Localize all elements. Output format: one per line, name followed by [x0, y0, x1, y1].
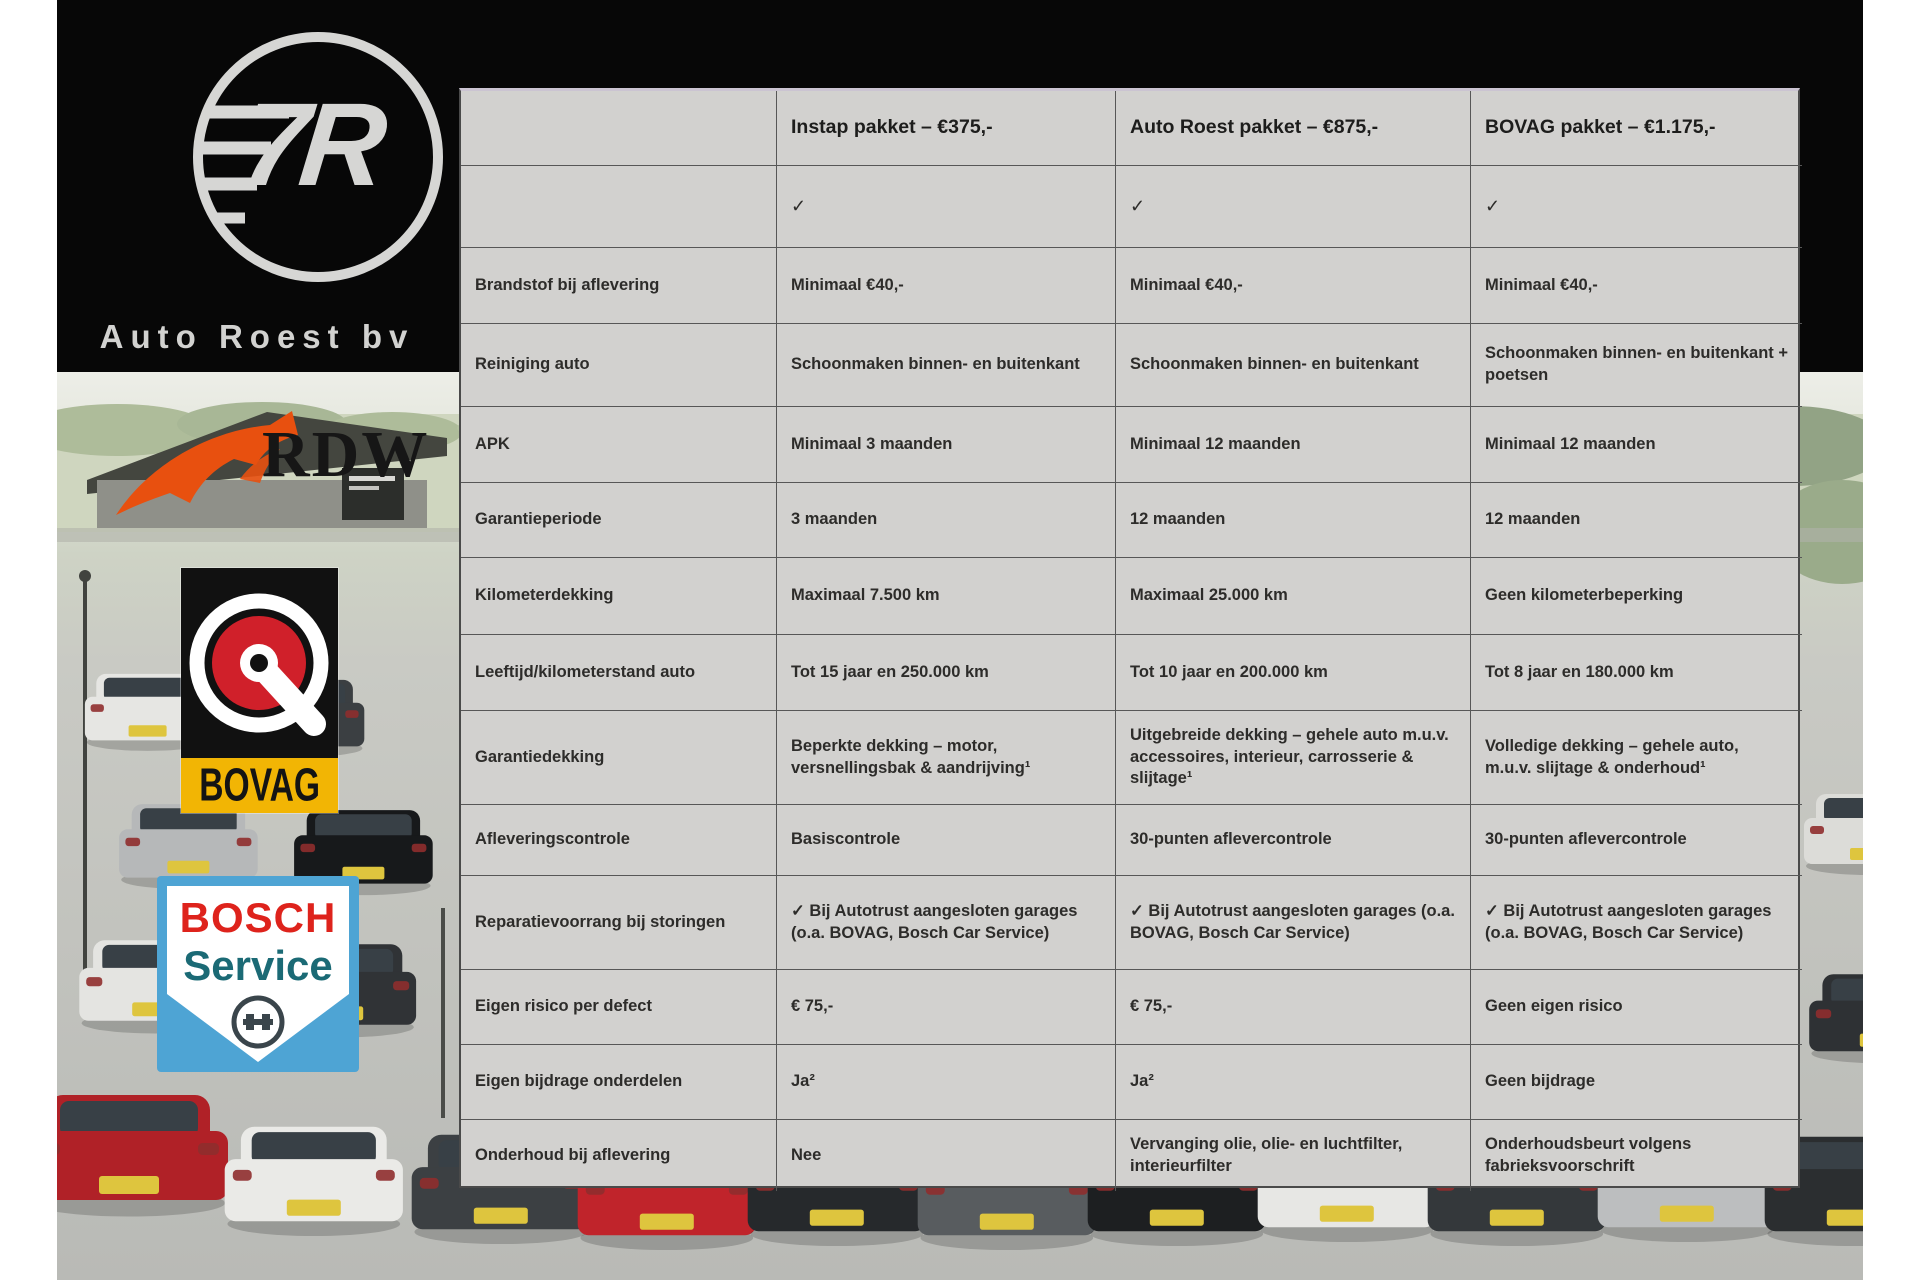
auto-roest-logo: [57, 0, 457, 372]
cell-instap: 3 maanden: [777, 483, 1116, 558]
column-header-autoroest: Auto Roest pakket – €875,-: [1116, 91, 1471, 166]
row-label: Onderhoud bij aflevering: [461, 1120, 777, 1191]
cell-bovag: 30-punten aflevercontrole: [1471, 805, 1802, 876]
cell-bovag: Geen kilometerbeperking: [1471, 558, 1802, 635]
cell-instap: Ja²: [777, 1045, 1116, 1120]
row-label: Kilometerdekking: [461, 558, 777, 635]
checkmark-icon: ✓: [1471, 166, 1802, 248]
cell-bovag: Geen bijdrage: [1471, 1045, 1802, 1120]
bosch-service-logo: [157, 876, 359, 1072]
cell-bovag: Onderhoudsbeurt volgens fabrieksvoorschrift: [1485, 1134, 1692, 1175]
cell-instap: Minimaal €40,-: [777, 248, 1116, 324]
column-header-bovag: BOVAG pakket – €1.175,-: [1471, 91, 1802, 166]
cell-bovag: Schoonmaken binnen- en buitenkant + poetsen: [1471, 324, 1802, 407]
row-label: Garantieperiode: [461, 483, 777, 558]
column-header-instap: Instap pakket – €375,-: [777, 91, 1116, 166]
row-label: Reiniging auto: [461, 324, 777, 407]
cell-autoroest: Ja²: [1116, 1045, 1471, 1120]
cell-autoroest: ✓ Bij Autotrust aangesloten garages (o.a. BOVAG, Bosch Car Service): [1116, 876, 1471, 970]
pakket-comparison-table: [459, 88, 1800, 1188]
cell-instap: € 75,-: [777, 970, 1116, 1045]
checkmark-icon: ✓: [1116, 166, 1471, 248]
cell-instap: Tot 15 jaar en 250.000 km: [777, 635, 1116, 711]
bovag-logo-text: BOVAG: [199, 759, 320, 811]
row-label: Eigen risico per defect: [461, 970, 777, 1045]
cell-instap: Nee: [777, 1120, 1116, 1191]
auto-roest-name: Auto Roest bv: [99, 318, 415, 355]
cell-bovag: Tot 8 jaar en 180.000 km: [1471, 635, 1802, 711]
cell-autoroest: Vervanging olie, olie- en luchtfilter, interieurfilter: [1116, 1120, 1471, 1191]
auto-roest-monogram: 7R: [236, 79, 385, 211]
bosch-logo-text: BOSCH: [179, 894, 337, 941]
cell-bovag: Geen eigen risico: [1471, 970, 1802, 1045]
cell-bovag: 12 maanden: [1471, 483, 1802, 558]
cell-bovag: ✓ Bij Autotrust aangesloten garages (o.a. BOVAG, Bosch Car Service): [1471, 876, 1802, 970]
cell-instap: Maximaal 7.500 km: [777, 558, 1116, 635]
cell-autoroest: Maximaal 25.000 km: [1116, 558, 1471, 635]
bosch-service-text: Service: [183, 942, 333, 989]
row-label: Eigen bijdrage onderdelen: [461, 1045, 777, 1120]
cell-autoroest: Minimaal 12 maanden: [1116, 407, 1471, 483]
row-label: APK: [461, 407, 777, 483]
row-label: Leeftijd/kilometerstand auto: [461, 635, 777, 711]
cell-instap: Minimaal 3 maanden: [777, 407, 1116, 483]
bovag-label-bar: [181, 758, 338, 813]
cell-instap: ✓ Bij Autotrust aangesloten garages (o.a. BOVAG, Bosch Car Service): [777, 876, 1116, 970]
cell-autoroest: 30-punten aflevercontrole: [1116, 805, 1471, 876]
row-label: Garantiedekking: [461, 711, 777, 805]
rdw-logo-text: RDW: [262, 418, 430, 491]
cell-instap: Basiscontrole: [777, 805, 1116, 876]
cell-bovag: Minimaal €40,-: [1471, 248, 1802, 324]
bovag-logo: [181, 568, 338, 813]
cell-autoroest: Uitgebreide dekking – gehele auto m.u.v. accessoires, interieur, carrosserie & slijtage¹: [1116, 711, 1471, 805]
cell-autoroest: € 75,-: [1116, 970, 1471, 1045]
cell-bovag: Minimaal 12 maanden: [1471, 407, 1802, 483]
column-header-blank: [461, 91, 777, 166]
cell-autoroest: Tot 10 jaar en 200.000 km: [1116, 635, 1471, 711]
rdw-logo: [112, 403, 430, 528]
row-label: Afleveringscontrole: [461, 805, 777, 876]
cell-autoroest: Schoonmaken binnen- en buitenkant: [1116, 324, 1471, 407]
row-label: Brandstof bij aflevering: [461, 248, 777, 324]
cell-instap: Beperkte dekking – motor, versnellingsbak & aandrijving¹: [777, 711, 1116, 805]
cell-instap: Schoonmaken binnen- en buitenkant: [777, 324, 1116, 407]
bovag-emblem-icon: [181, 568, 338, 758]
cell-bovag: Volledige dekking – gehele auto, m.u.v. slijtage & onderhoud¹: [1471, 711, 1802, 805]
cell-autoroest: 12 maanden: [1116, 483, 1471, 558]
checkmark-icon: ✓: [777, 166, 1116, 248]
row-label: [461, 166, 777, 248]
row-label: Reparatievoorrang bij storingen: [461, 876, 777, 970]
cell-autoroest: Minimaal €40,-: [1116, 248, 1471, 324]
